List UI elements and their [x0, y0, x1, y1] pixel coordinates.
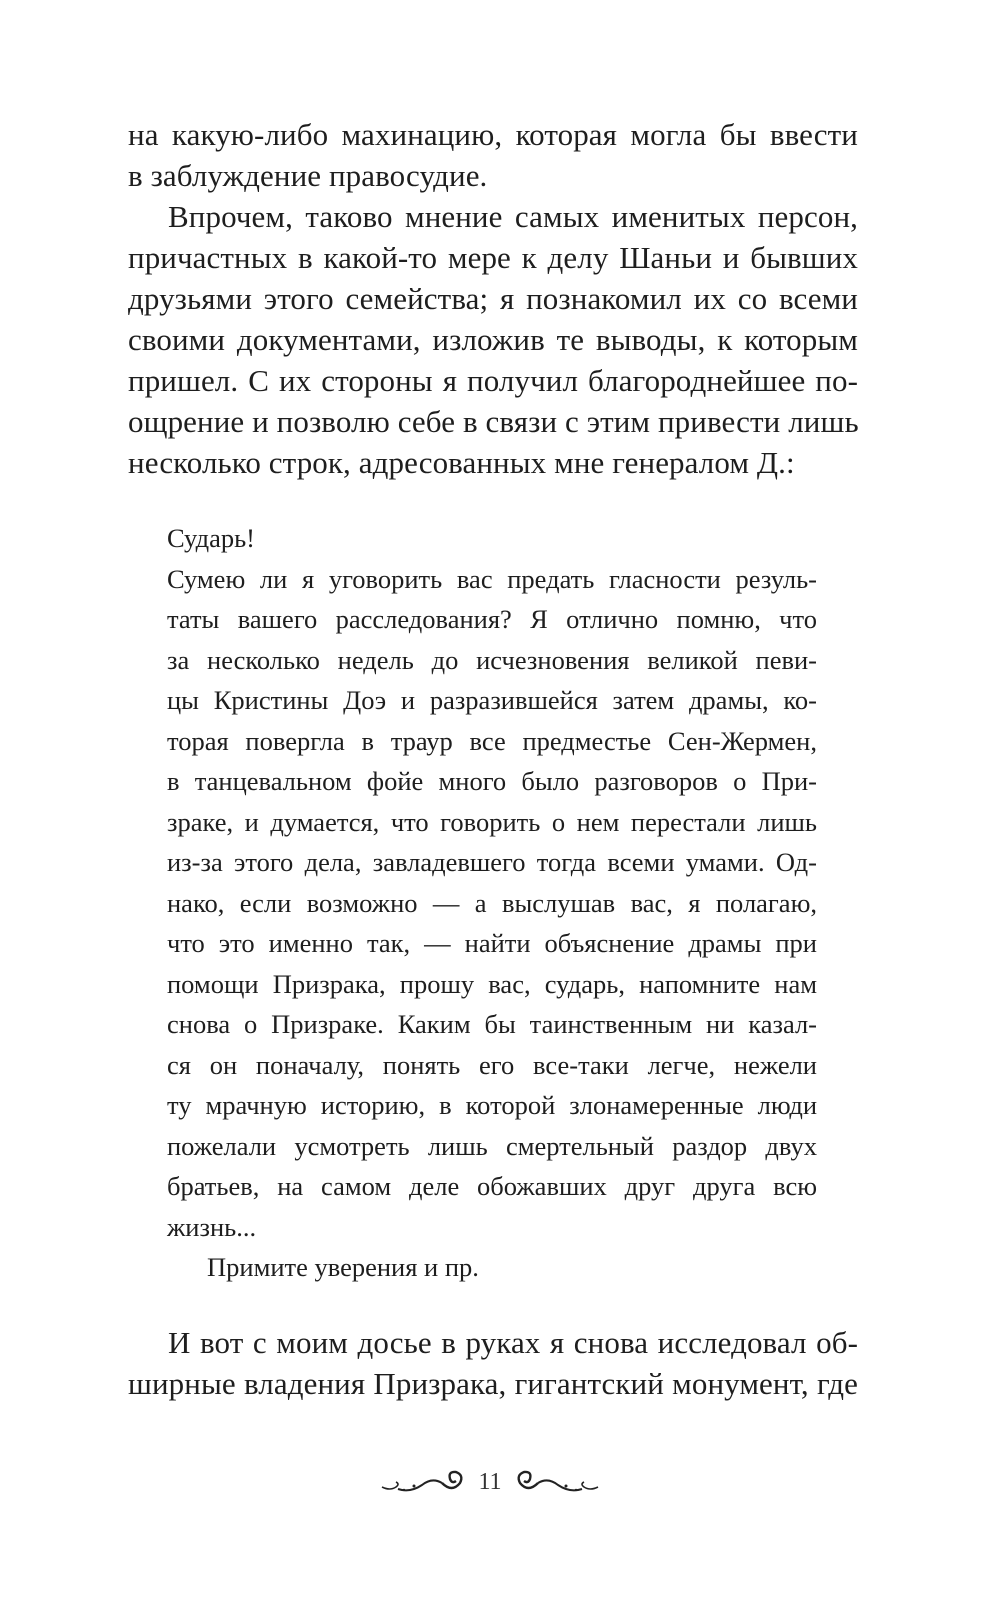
- letter-line: что это именно так, — найти объяснение драмы при: [167, 928, 817, 958]
- text-line: пришел. С их стороны я получил благороднейшее по-: [128, 363, 858, 398]
- letter-line: нако, если возможно — а выслушав вас, я полагаю,: [167, 887, 817, 918]
- letter-line: таты вашего расследования? Я отлично помню, что: [167, 604, 817, 634]
- quoted-letter: [167, 518, 817, 1288]
- scroll-ornament-right-icon: [510, 1467, 600, 1499]
- scroll-ornament-left-icon: [380, 1467, 470, 1499]
- letter-line: братьев, на самом деле обожавших друг друга всю: [167, 1171, 817, 1201]
- letter-line: пожелали усмотреть лишь смертельный раздор двух: [167, 1130, 817, 1161]
- paragraph-investigation: [128, 1322, 858, 1404]
- text-line: несколько строк, адресованных мне генералом Д.:: [128, 445, 795, 480]
- paragraph-opinion: [128, 196, 858, 483]
- letter-closing: Примите уверения и пр.: [207, 1252, 479, 1282]
- text-line: причастных в какой-то мере к делу Шаньи и бывших: [128, 240, 858, 275]
- text-line: своими документами, изложив те выводы, к которым: [128, 322, 858, 357]
- text-line: Впрочем, таково мнение самых именитых персон,: [168, 199, 858, 234]
- letter-line: помощи Призрака, прошу вас, сударь, напомните нам: [167, 968, 817, 999]
- text-line: на какую-либо махинацию, которая могла бы ввести: [128, 117, 858, 152]
- letter-line: в танцевальном фойе много было разговоров о При-: [167, 766, 817, 796]
- letter-line: зраке, и думается, что говорить о нем перестали лишь: [167, 806, 817, 837]
- text-line: в заблуждение правосудие.: [128, 158, 488, 193]
- letter-salutation: Сударь!: [167, 523, 256, 553]
- text-line: ширные владения Призрака, гигантский монумент, где: [128, 1366, 858, 1401]
- text-line: И вот с моим досье в руках я снова исследовал об-: [168, 1325, 858, 1360]
- letter-line: ся он поначалу, понять его все-таки легче, нежели: [167, 1049, 817, 1080]
- letter-line: за несколько недель до исчезновения великой певи-: [167, 644, 817, 675]
- letter-line: снова о Призраке. Каким бы таинственным ни казал-: [167, 1009, 817, 1039]
- paragraph-continuation: [128, 114, 858, 196]
- letter-line: цы Кристины Доэ и разразившейся затем драмы, ко-: [167, 685, 817, 715]
- page-number: 11: [478, 1469, 502, 1495]
- letter-line: жизнь...: [167, 1211, 257, 1242]
- letter-line: Сумею ли я уговорить вас предать гласности резуль-: [167, 563, 817, 594]
- text-line: ощрение и позволю себе в связи с этим привести лишь: [128, 404, 859, 439]
- letter-line: торая повергла в траур все предместье Сен-Жермен,: [167, 725, 817, 756]
- text-line: друзьями этого семейства; я познакомил их со всеми: [128, 281, 858, 316]
- page-footer: [380, 1463, 600, 1503]
- letter-line: ту мрачную историю, в которой злонамеренные люди: [167, 1090, 817, 1120]
- letter-line: из-за этого дела, завладевшего тогда всеми умами. Од-: [167, 847, 817, 877]
